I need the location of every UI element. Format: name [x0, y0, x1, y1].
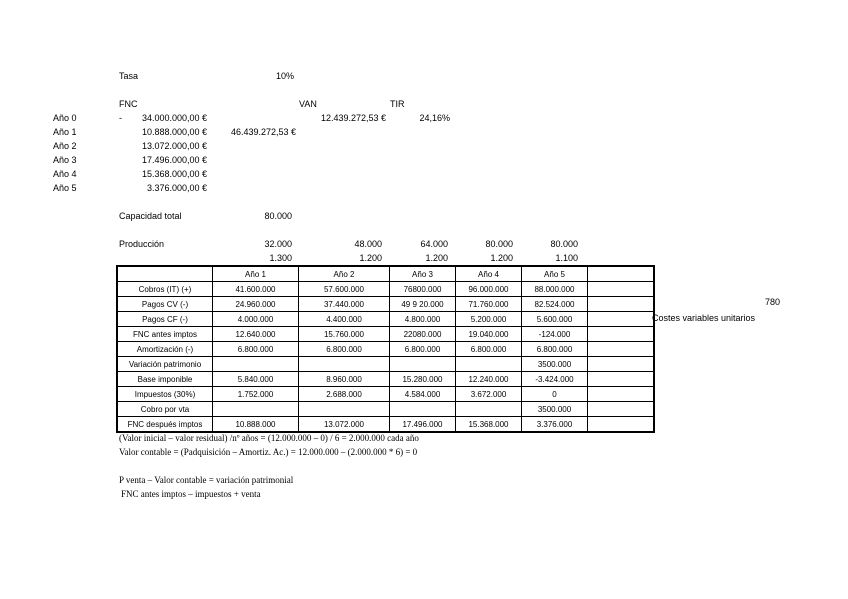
table-cell: 3500.000 — [522, 357, 588, 372]
precio-value: 1.200 — [490, 253, 513, 263]
table-cell — [456, 357, 522, 372]
year-value: 3.376.000,00 € — [146, 183, 207, 193]
year-label: Año 4 — [53, 169, 77, 179]
note-text: Valor contable = (Padquisición – Amortiz. Ac.) = 12.000.000 – (2.000.000 * 6) = 0 — [119, 447, 418, 457]
table-cell: 17.496.000 — [390, 417, 456, 433]
table-cell: 3.672.000 — [456, 387, 522, 402]
table-cell: 3.376.000 — [522, 417, 588, 433]
capacidad-label: Capacidad total — [119, 211, 182, 221]
table-cell — [299, 357, 390, 372]
table-cell: 15.280.000 — [390, 372, 456, 387]
row-label: Amortización (-) — [117, 342, 213, 357]
table-cell — [588, 327, 655, 342]
table-cell: 12.240.000 — [456, 372, 522, 387]
tir-value: 24,16% — [419, 113, 450, 123]
row-label: FNC antes imptos — [117, 327, 213, 342]
table-cell: 96.000.000 — [456, 282, 522, 297]
fnc-header: FNC — [119, 99, 138, 109]
precio-value: 1.100 — [555, 253, 578, 263]
table-cell: 57.600.000 — [299, 282, 390, 297]
table-cell — [390, 357, 456, 372]
produccion-value: 64.000 — [420, 239, 448, 249]
table-cell — [588, 297, 655, 312]
table-cell: 10.888.000 — [213, 417, 299, 433]
row-label: Cobro por vta — [117, 402, 213, 417]
table-row — [117, 312, 654, 327]
table-cell — [588, 402, 655, 417]
table-row — [117, 417, 654, 433]
table-cell: 3500.000 — [522, 402, 588, 417]
produccion-value: 48.000 — [354, 239, 382, 249]
year-label: Año 1 — [53, 127, 77, 137]
table-cell: 49 9 20.000 — [390, 297, 456, 312]
table-cell: 76800.000 — [390, 282, 456, 297]
table-cell: 37.440.000 — [299, 297, 390, 312]
row-label: Impuestos (30%) — [117, 387, 213, 402]
table-cell: 41.600.000 — [213, 282, 299, 297]
table-cell: 5.840.000 — [213, 372, 299, 387]
side-value: 780 — [764, 297, 780, 307]
table-row — [117, 402, 654, 417]
table-cell: 22080.000 — [390, 327, 456, 342]
table-cell — [213, 402, 299, 417]
table-cell — [588, 372, 655, 387]
van-value: 12.439.272,53 € — [320, 113, 386, 123]
table-cell: 8.960.000 — [299, 372, 390, 387]
precio-value: 1.200 — [359, 253, 382, 263]
produccion-value: 80.000 — [550, 239, 578, 249]
year-sign: - — [119, 113, 122, 123]
tasa-label: Tasa — [119, 71, 139, 81]
table-header-row — [117, 266, 654, 282]
table-cell: 1.752.000 — [213, 387, 299, 402]
year-value: 17.496.000,00 € — [141, 155, 207, 165]
row-label: FNC después imptos — [117, 417, 213, 433]
table-row — [117, 327, 654, 342]
row-label: Cobros (IT) (+) — [117, 282, 213, 297]
table-cell: 6.800.000 — [522, 342, 588, 357]
table-cell: 6.800.000 — [299, 342, 390, 357]
table-cell — [588, 312, 655, 327]
table-row — [117, 372, 654, 387]
produccion-value: 80.000 — [485, 239, 513, 249]
table-row — [117, 387, 654, 402]
table-row — [117, 282, 654, 297]
table-cell: -3.424.000 — [522, 372, 588, 387]
year-label: Año 5 — [53, 183, 77, 193]
table-cell — [588, 357, 655, 372]
precio-value: 1.300 — [269, 253, 292, 263]
table-cell: 71.760.000 — [456, 297, 522, 312]
table-row — [117, 357, 654, 372]
table-cell: 6.800.000 — [390, 342, 456, 357]
table-cell: 88.000.000 — [522, 282, 588, 297]
year-label: Año 3 — [53, 155, 77, 165]
year-value: 13.072.000,00 € — [141, 141, 207, 151]
table-cell: 0 — [522, 387, 588, 402]
table-cell — [299, 402, 390, 417]
table-cell: 82.524.000 — [522, 297, 588, 312]
van-label: VAN — [299, 99, 317, 109]
table-cell: 12.640.000 — [213, 327, 299, 342]
table-cell — [456, 402, 522, 417]
produccion-label: Producción — [119, 239, 165, 249]
year-value: 34.000.000,00 € — [141, 113, 207, 123]
table-cell: -124.000 — [522, 327, 588, 342]
table-cell: 4.800.000 — [390, 312, 456, 327]
cash-flow-table — [116, 265, 655, 433]
note-text: (Valor inicial – valor residual) /nº años = (12.000.000 – 0) / 6 = 2.000.000 cada año — [119, 433, 419, 443]
year1-extra-value: 46.439.272,53 € — [230, 127, 296, 137]
produccion-value: 32.000 — [264, 239, 292, 249]
table-cell: 2.688.000 — [299, 387, 390, 402]
tasa-value: 10% — [276, 71, 295, 81]
table-cell — [588, 282, 655, 297]
table-cell: 6.800.000 — [213, 342, 299, 357]
row-label: Pagos CV (-) — [117, 297, 213, 312]
table-cell: 24.960.000 — [213, 297, 299, 312]
table-header-cell: Año 1 — [213, 266, 299, 282]
row-label: Variación patrimonio — [117, 357, 213, 372]
note-text: P venta – Valor contable = variación patrimonial — [119, 475, 294, 485]
table-cell — [588, 417, 655, 433]
table-cell: 4.584.000 — [390, 387, 456, 402]
table-cell: 5.600.000 — [522, 312, 588, 327]
table-header-cell: Año 5 — [522, 266, 588, 282]
table-row — [117, 342, 654, 357]
year-label: Año 2 — [53, 141, 77, 151]
table-cell — [213, 357, 299, 372]
capacidad-value: 80.000 — [264, 211, 292, 221]
row-label: Base imponible — [117, 372, 213, 387]
table-header-cell: Año 3 — [390, 266, 456, 282]
table-cell: 15.368.000 — [456, 417, 522, 433]
table-cell: 13.072.000 — [299, 417, 390, 433]
year-value: 15.368.000,00 € — [141, 169, 207, 179]
table-header-cell: Año 4 — [456, 266, 522, 282]
tir-label: TIR — [390, 99, 405, 109]
table-cell: 15.760.000 — [299, 327, 390, 342]
precio-value: 1.200 — [425, 253, 448, 263]
side-label: Costes variables unitarios — [652, 313, 756, 323]
table-cell — [588, 342, 655, 357]
table-cell: 5.200.000 — [456, 312, 522, 327]
table-cell: 4.000.000 — [213, 312, 299, 327]
table-header-cell — [117, 266, 213, 282]
year-value: 10.888.000,00 € — [141, 127, 207, 137]
year-label: Año 0 — [53, 113, 77, 123]
table-cell — [390, 402, 456, 417]
note-text: FNC antes imptos – impuestos + venta — [121, 489, 261, 499]
table-row — [117, 297, 654, 312]
table-cell — [588, 387, 655, 402]
table-header-cell: Año 2 — [299, 266, 390, 282]
table-cell: 4.400.000 — [299, 312, 390, 327]
table-header-cell — [588, 266, 655, 282]
row-label: Pagos CF (-) — [117, 312, 213, 327]
table-cell: 19.040.000 — [456, 327, 522, 342]
table-cell: 6.800.000 — [456, 342, 522, 357]
